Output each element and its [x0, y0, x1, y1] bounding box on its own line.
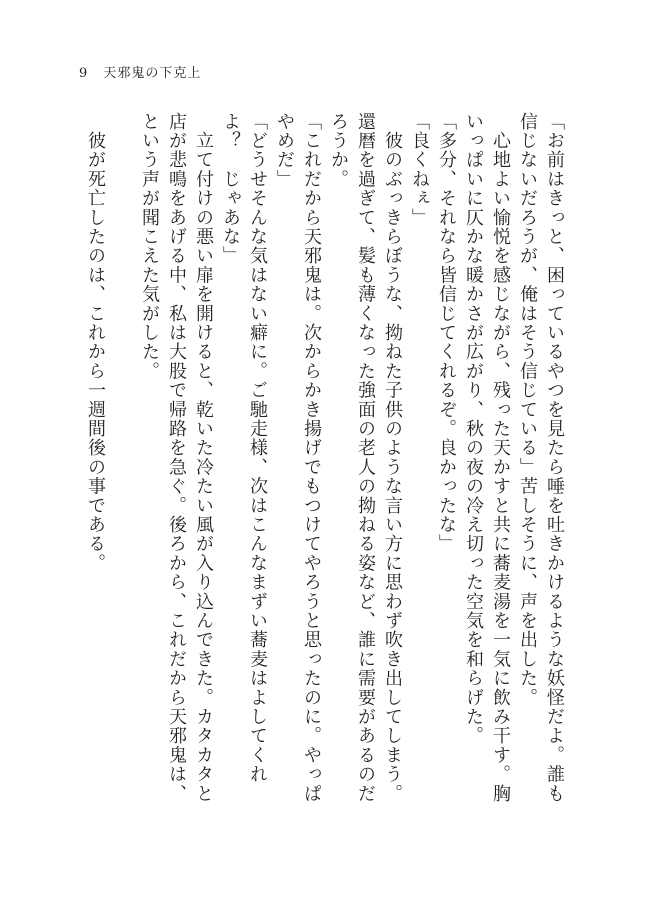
- paragraph: 「どうせそんな気はない癖に。ご馳走様、次はこんなまずい蕎麦はよしてくれよ？ じゃあな」: [220, 112, 268, 784]
- paragraph: 彼が死亡したのは、これから一週間後の事である。: [85, 112, 106, 573]
- page-number: 9: [79, 66, 89, 81]
- paragraph: 彼のぶっきらぼうな、拗ねた子供のような言い方に思わず吹き出してしまう。還暦を過ぎて、髪も薄くなった強面の老人の拗ねる姿など、誰に需要があるのだろうか。: [328, 112, 403, 804]
- running-head: [79, 66, 201, 82]
- paragraph: 「これだから天邪鬼は。次からかき揚げでもつけてやろうと思ったのに。やっぱやめだ」: [274, 112, 322, 804]
- paragraph: 立て付けの悪い扉を開けると、乾いた冷たい風が入り込んできた。カタカタと店が悲鳴をあげる中、私は大股で帰路を急ぐ。後ろから、これだから天邪鬼は、という声が聞こえた気がした。: [139, 112, 214, 804]
- chapter-title: 天邪鬼の下克上: [103, 66, 202, 81]
- vertical-body-text: [85, 112, 568, 812]
- paragraph: 「お前はきっと、困っているやつを見たら唾を吐きかけるような妖怪だよ。誰も信じないだろうが、俺はそう信じている」苦しそうに、声を出した。: [517, 112, 565, 804]
- paragraph: 「良くねぇ」: [409, 112, 430, 228]
- paragraph: 心地よい愉悦を感じながら、残った天かすと共に蕎麦湯を一気に飲み干す。胸いっぱいに仄かな暖かさが広がり、秋の夜の冷え切った空気を和らげた。: [463, 112, 511, 804]
- paragraph: 「多分、それなら皆信じてくれるぞ。良かったな」: [436, 112, 457, 554]
